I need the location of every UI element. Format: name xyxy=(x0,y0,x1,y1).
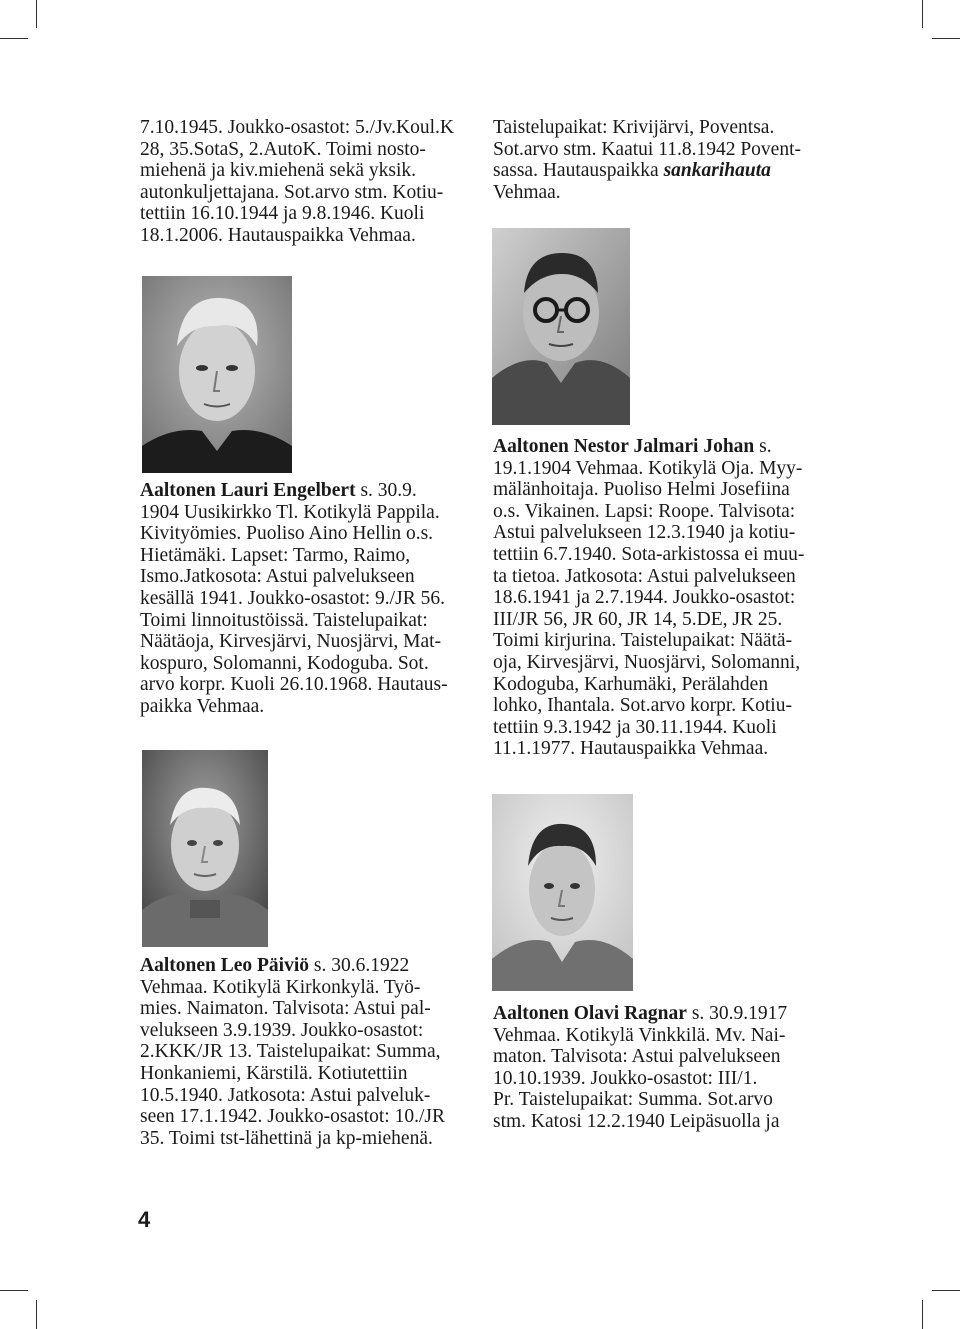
text-line: autonkuljettajana. Sot.arvo stm. Kotiu- xyxy=(140,181,444,203)
crop-mark xyxy=(922,1300,923,1329)
text-line: 18.1.2006. Hautauspaikka Vehmaa. xyxy=(140,224,416,246)
text-line: Kodoguba, Karhumäki, Perälahden xyxy=(493,673,769,695)
entry-text: s. xyxy=(754,436,772,457)
text-line: o.s. Vikainen. Lapsi: Roope. Talvisota: xyxy=(493,500,796,522)
portrait-photo-leo xyxy=(142,750,268,947)
text-line: kesällä 1941. Joukko-osastot: 9./JR 56. xyxy=(140,587,445,609)
entry-text: s. 30.6.1922 xyxy=(309,955,410,976)
crop-mark xyxy=(0,38,28,39)
text-line: 28, 35.SotaS, 2.AutoK. Toimi nosto- xyxy=(140,138,426,160)
entry-leo xyxy=(140,955,470,1149)
entry-text: s. 30.9.1917 xyxy=(686,1003,788,1024)
text-line: 2.KKK/JR 13. Taistelupaikat: Summa, xyxy=(140,1041,441,1063)
entry-nestor xyxy=(493,436,833,760)
text-line: Vehmaa. Kotikylä Vinkkilä. Mv. Nai- xyxy=(493,1024,786,1046)
text-line: mies. Naimaton. Talvisota: Astui pal- xyxy=(140,998,431,1020)
text-line xyxy=(493,160,833,182)
crop-mark xyxy=(932,1290,960,1291)
text-line: oja, Kirvesjärvi, Nuosjärvi, Solomanni, xyxy=(493,651,801,673)
text-span: sassa. Hautauspaikka xyxy=(493,160,664,182)
text-line: maton. Talvisota: Astui palvelukseen xyxy=(493,1046,781,1068)
text-line: lohko, Ihantala. Sot.arvo korpr. Kotiu- xyxy=(493,695,792,717)
emphasis-text: sankarihauta xyxy=(663,160,771,182)
entry-lauri xyxy=(140,480,470,718)
text-line: miehenä ja kiv.miehenä sekä yksik. xyxy=(140,160,416,182)
text-line: stm. Katosi 12.2.1940 Leipäsuolla ja xyxy=(493,1110,780,1132)
text-line: tettiin 9.3.1942 ja 30.11.1944. Kuoli xyxy=(493,716,777,738)
page-number: 4 xyxy=(138,1207,151,1232)
text-line: Ismo.Jatkosota: Astui palvelukseen xyxy=(140,566,415,588)
entry-name: Aaltonen Olavi Ragnar xyxy=(493,1003,687,1024)
right-intro-text xyxy=(493,117,833,203)
text-line: tettiin 16.10.1944 ja 9.8.1946. Kuoli xyxy=(140,203,425,225)
text-line: Sot.arvo stm. Kaatui 11.8.1942 Povent- xyxy=(493,138,802,160)
text-line: 19.1.1904 Vehmaa. Kotikylä Oja. Myy- xyxy=(493,457,803,479)
text-line: velukseen 3.9.1939. Joukko-osastot: xyxy=(140,1019,424,1041)
text-line: 18.6.1941 ja 2.7.1944. Joukko-osastot: xyxy=(493,587,796,609)
crop-mark xyxy=(36,0,37,28)
text-line: III/JR 56, JR 60, JR 14, 5.DE, JR 25. xyxy=(493,608,783,630)
text-line: 10.5.1940. Jatkosota: Astui palveluk- xyxy=(140,1084,431,1106)
text-line: kospuro, Solomanni, Kodoguba. Sot. xyxy=(140,652,429,674)
entry-first-line xyxy=(140,480,470,502)
crop-mark xyxy=(0,1290,28,1291)
text-line: tettiin 6.7.1940. Sota-arkistossa ei muu- xyxy=(493,543,805,565)
text-line: 7.10.1945. Joukko-osastot: 5./Jv.Koul.K xyxy=(140,117,454,138)
left-intro-text xyxy=(140,117,470,247)
text-line: 35. Toimi tst-lähettinä ja kp-miehenä. xyxy=(140,1127,433,1149)
crop-mark xyxy=(922,0,923,28)
text-line: Honkaniemi, Kärstilä. Kotiutettiin xyxy=(140,1062,408,1084)
entry-olavi xyxy=(493,1003,833,1133)
portrait-photo-olavi xyxy=(492,794,633,991)
text-line: Vehmaa. Kotikylä Kirkonkylä. Työ- xyxy=(140,976,421,998)
text-line: 11.1.1977. Hautauspaikka Vehmaa. xyxy=(493,738,769,760)
text-line: Astui palvelukseen 12.3.1940 ja kotiu- xyxy=(493,522,796,544)
text-line: Toimi kirjurina. Taistelupaikat: Näätä- xyxy=(493,630,793,652)
text-line: Taistelupaikat: Krivijärvi, Poventsa. xyxy=(493,117,775,138)
crop-mark xyxy=(36,1300,37,1329)
entry-first-line xyxy=(493,436,833,458)
text-line: 1904 Uusikirkko Tl. Kotikylä Pappila. xyxy=(140,501,440,523)
text-line: paikka Vehmaa. xyxy=(140,695,265,717)
entry-text: s. 30.9. xyxy=(355,480,417,501)
text-line: Toimi linnoitustöissä. Taistelupaikat: xyxy=(140,609,428,631)
text-line: 10.10.1939. Joukko-osastot: III/1. xyxy=(493,1067,758,1089)
text-line: seen 17.1.1942. Joukko-osastot: 10./JR xyxy=(140,1106,445,1128)
text-line: mälänhoitaja. Puoliso Helmi Josefiina xyxy=(493,479,790,501)
entry-first-line xyxy=(140,955,470,977)
portrait-photo-nestor xyxy=(492,228,630,425)
entry-first-line xyxy=(493,1003,833,1025)
text-line: Vehmaa. xyxy=(493,181,561,203)
text-line: ta tietoa. Jatkosota: Astui palvelukseen xyxy=(493,565,796,587)
entry-name: Aaltonen Lauri Engelbert xyxy=(140,480,356,501)
text-line: arvo korpr. Kuoli 26.10.1968. Hautaus- xyxy=(140,674,448,696)
portrait-photo-lauri xyxy=(142,276,292,473)
text-line: Näätäoja, Kirvesjärvi, Nuosjärvi, Mat- xyxy=(140,631,442,653)
text-line: Pr. Taistelupaikat: Summa. Sot.arvo xyxy=(493,1089,773,1111)
entry-name: Aaltonen Leo Päiviö xyxy=(140,955,309,976)
text-line: Kivityömies. Puoliso Aino Hellin o.s. xyxy=(140,523,434,545)
crop-mark xyxy=(932,38,960,39)
entry-name: Aaltonen Nestor Jalmari Johan xyxy=(493,436,755,457)
text-line: Hietämäki. Lapset: Tarmo, Raimo, xyxy=(140,544,411,566)
